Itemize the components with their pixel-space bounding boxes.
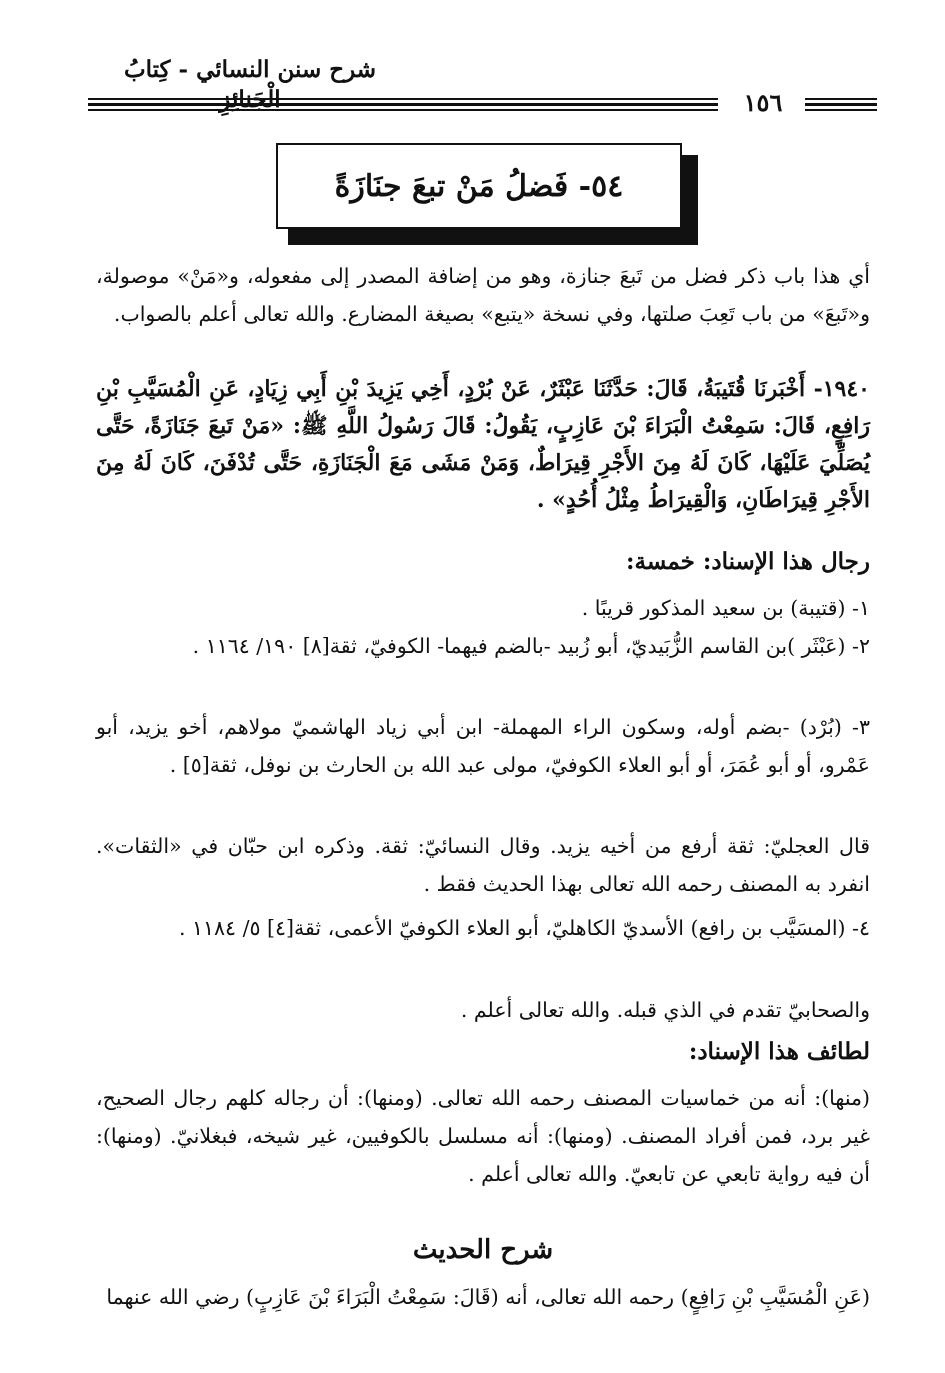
sahabi-note: والصحابيّ تقدم في الذي قبله. والله تعالى أعلم . [460,998,870,1022]
narrator-2: ٢- (عَبْثَر )بن القاسم الزُّبَيديّ، أبو زُبيد -بالضم فيهما- الكوفيّ، ثقة[٨] ١٩٠/ ١١٦٤ . [192,634,870,658]
rijal-heading: رجال هذا الإسناد: خمسة: [626,548,870,575]
chapter-heading: ٥٤- فَضلُ مَنْ تبعَ جنَازَةً [334,168,624,204]
header-rule [88,98,718,111]
lataif-paragraph: (منها): أنه من خماسيات المصنف رحمه الله تعالى. (ومنها): أن رجاله كلهم رجال الصحيح، غير برد، فمن أفراد المصنف. (ومنها): أنه مسلسل بالكوفيين، غير شيخه، فبغلانيّ. (ومنها): أن فيه رواية تابعي عن تابعيّ. والله تعالى أعلم . [96,1086,870,1186]
narrator-3-note: قال العجليّ: ثقة أرفع من أخيه يزيد. وقال النسائيّ: ثقة. وذكره ابن حبّان في «الثقات». انفرد به المصنف رحمه الله تعالى بهذا الحديث فقط . [96,834,870,896]
running-header-title: شرح سنن النسائي - كِتابُ [123,56,377,83]
page-number-rule [805,98,877,111]
intro-paragraph: أي هذا باب ذكر فضل من تَبعَ جنازة، وهو من إضافة المصدر إلى مفعوله، و«مَنْ» موصولة، و«تَبعَ» من باب تَعِبَ صلتها، وفي نسخة «يتبع» بصيغة المضارع. والله تعالى أعلم بالصواب. [96,264,870,326]
page-number: ١٥٦ [743,88,783,117]
lataif-heading: لطائف هذا الإسناد: [688,1038,870,1065]
narrator-3: ٣- (بُرْد) -بضم أوله، وسكون الراء المهملة- ابن أبي زياد الهاشميّ مولاهم، أخو يزيد، أبو عَمْرو، أو أبو عُمَرَ، أو أبو العلاء الكوفيّ، مولى عبد الله بن الحارث بن نوفل، ثقة[٥] . [96,715,870,777]
sharh-first-line: (عَنِ الْمُسَيَّبِ بْنِ رَافِعٍ) رحمه الله تعالى، أنه (قَالَ: سَمِعْتُ الْبَرَاءَ بْنَ عَازِبٍ) رضي الله عنهما [106,1285,870,1309]
sharh-heading: شرح الحديث [412,1235,554,1265]
narrator-4: ٤- (المسَيَّب بن رافع) الأسديّ الكاهليّ، أبو العلاء الكوفيّ الأعمى، ثقة[٤] ٥/ ١١٨٤ . [178,916,870,940]
chapter-heading-box [276,143,682,229]
hadith-text: ١٩٤٠- أَخْبَرنَا قُتَيبَةُ، قَالَ: حَدَّثَنَا عَبْثَرٌ، عَنْ بُرْدٍ، أَخِي يَزِيدَ بْنِ أَبِي زِيَادٍ، عَنِ الْمُسَيَّبِ بْنِ رَافِعٍ، قَالَ: سَمِعْتُ الْبَرَاءَ بْنَ عَازِبٍ، يَقُولُ: قَالَ رَسُولُ اللَّهِ ﷺ: «مَنْ تَبعَ جَنَازَةً، حَتَّى يُصَلِّيَ عَلَيْهَا، كَانَ لَهُ مِنَ الأَجْرِ قِيرَاطٌ، وَمَنْ مَشَى مَعَ الْجَنَازَةِ، حَتَّى تُدْفَنَ، كَانَ لَهُ مِنَ الأَجْرِ قِيرَاطَانِ، وَالْقِيرَاطُ مِثْلُ أُحُدٍ» . [96,376,870,513]
narrator-1: ١- (قتيبة) بن سعيد المذكور قريبًا . [581,596,870,620]
